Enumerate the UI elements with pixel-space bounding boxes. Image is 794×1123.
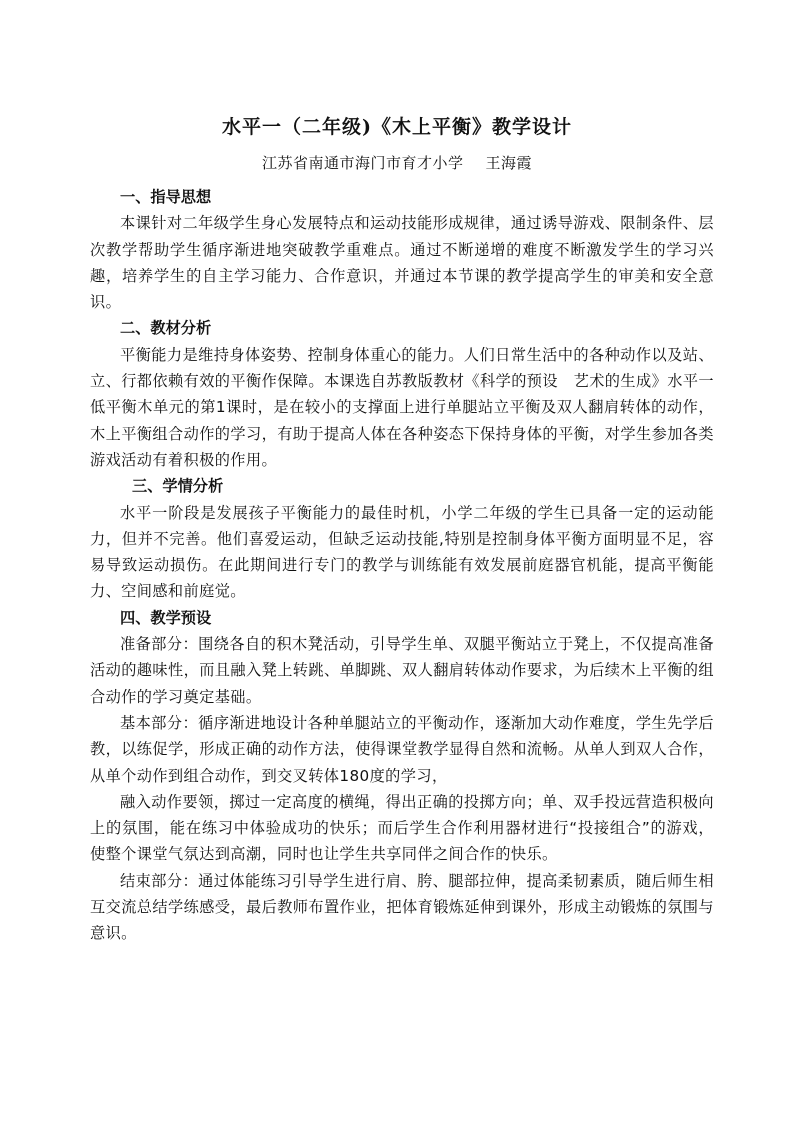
paragraph-ending-part: 结束部分：通过体能练习引导学生进行肩、胯、腿部拉伸，提高柔韧素质，随后师生相互交流总结学练感受，最后教师布置作业，把体育锻炼延伸到课外，形成主动锻炼的氛围与意识。	[90, 871, 714, 943]
paragraph-guiding-ideology: 本课针对二年级学生身心发展特点和运动技能形成规律，通过诱导游戏、限制条件、层次教学帮助学生循序渐进地突破教学重难点。通过不断递增的难度不断激发学生的学习兴趣，培养学生的自主学习能力、合作意识，并通过本节课的教学提高学生的审美和安全意识。	[90, 214, 714, 312]
section-heading-guiding-ideology: 一、指导思想	[120, 188, 212, 206]
paragraph-preparation-part: 准备部分：围绕各自的积木凳活动，引导学生单、双腿平衡站立于凳上，不仅提高准备活动的趣味性，而且融入凳上转跳、单脚跳、双人翻肩转体动作要求，为后续木上平衡的组合动作的学习奠定基础。	[90, 635, 714, 706]
author-name: 王海霞	[485, 154, 533, 172]
section-heading-teaching-plan: 四、教学预设	[120, 608, 212, 627]
author-school: 江苏省南通市海门市育才小学	[261, 154, 464, 172]
paragraph-material-analysis: 平衡能力是维持身体姿势、控制身体重心的能力。人们日常生活中的各种动作以及站、立、行都依赖有效的平衡作保障。本课选自苏教版教材《科学的预设 艺术的生成》水平一低平衡木单元的第1课时，是在较小的支撑面上进行单腿站立平衡及双人翻肩转体的动作，木上平衡组合动作的学习，有助于提高人体在各种姿态下保持身体的平衡，对学生参加各类游戏活动有着积极的作用。	[90, 345, 714, 469]
section-heading-material-analysis: 二、教材分析	[120, 319, 212, 338]
author-line	[0, 152, 794, 173]
paragraph-learner-analysis: 水平一阶段是发展孩子平衡能力的最佳时机，小学二年级的学生已具备一定的运动能力，但并不完善。他们喜爱运动，但缺乏运动技能,特别是控制身体平衡方面明显不足，容易导致运动损伤。在此期间进行专门的教学与训练能有效发展前庭器官机能，提高平衡能力、空间感和前庭觉。	[90, 503, 714, 601]
document-title: 水平一（二年级)《木上平衡》教学设计	[222, 116, 572, 138]
paragraph-throwing-part: 融入动作要领，掷过一定高度的横绳，得出正确的投掷方向；单、双手投远营造积极向上的氛围，能在练习中体验成功的快乐；而后学生合作利用器材进行“投接组合”的游戏，使整个课堂气氛达到高潮，同时也让学生共享同伴之间合作的快乐。	[90, 792, 714, 864]
paragraph-basic-part: 基本部分：循序渐进地设计各种单腿站立的平衡动作，逐渐加大动作难度，学生先学后教，以练促学，形成正确的动作方法，使得课堂教学显得自然和流畅。从单人到双人合作，从单个动作到组合动作，到交叉转体180度的学习，	[90, 713, 714, 785]
section-heading-learner-analysis: 三、学情分析	[132, 477, 224, 496]
document-body	[90, 184, 714, 947]
